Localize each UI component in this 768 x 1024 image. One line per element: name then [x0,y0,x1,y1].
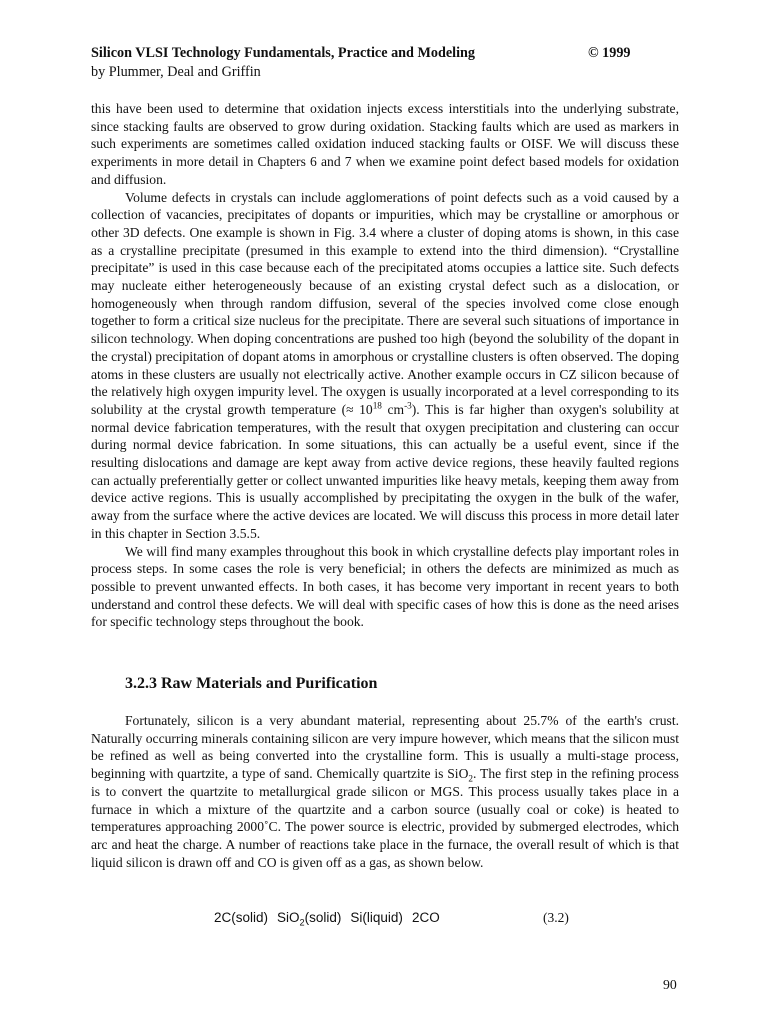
section-heading: 3.2.3 Raw Materials and Purification [125,675,378,692]
copyright-notice: © 1999 [588,45,631,61]
equation-term-co: 2CO [411,910,440,925]
page-number: 90 [663,977,677,992]
equation-term-carbon: 2C(solid) [214,910,269,925]
section-text [91,712,679,871]
book-authors: by Plummer, Deal and Griffin [91,64,261,80]
paragraph-oxidation-faults: this have been used to determine that oxidation injects excess interstitials into the underlying substrate, since stacking faults are observed to grow during oxidation. Stacking faults which are used as markers in such experiments are sometimes called oxidation induced stacking faults or OISF. We will discuss these experiments in more detail in Chapters 6 and 7 when we examine point defect based models for oxidation and diffusion. [91,101,679,187]
equation-number: (3.2) [543,910,569,925]
paragraph-crystalline-defects-roles: We will find many examples throughout this book in which crystalline defects play important roles in process steps. In some cases the role is very beneficial; in others the defects are minimized as much as possible to prevent unwanted effects. In both cases, it has become very important in recent years to both understand and control these defects. We will deal with specific cases of how this is done as the need arises for specific technology steps throughout the book. [91,543,679,630]
body-text [91,100,679,631]
paragraph-volume-defects: Volume defects in crystals can include agglomerations of point defects such as a void caused by a collection of vacancies, precipitates of dopants or impurities, which may be crystalline or amorphous or other 3D defects. One example is shown in Fig. 3.4 where a cluster of doping atoms is shown, in this case as a crystalline precipitate (presumed in this example to extend into the third dimension). “Crystalline precipitate” is used in this case because each of the precipitated atoms occupies a lattice site. Such defects may nucleate either heterogeneously because of an existing crystal defect such as a dislocation, or homogeneously when through random diffusion, several of the species involved come close enough together to form a critical size nucleus for the precipitate. There are several such situations of importance in silicon technology. When doping concentrations are pushed too high (beyond the solubility of the dopant in the crystal) precipitation of dopant atoms in amorphous or crystalline clusters is often observed. The doping atoms in these clusters are usually not electrically active. Another example occurs in CZ silicon because of the relatively high oxygen impurity level. The oxygen is usually incorporated at a level corresponding to its solubility at the crystal growth temperature (≈ $10^{18}$ $cm^{-3}$). This is far higher than oxygen's solubility at normal device fabrication temperatures, with the result that oxygen precipitation and clustering can occur during normal device fabrication. In some situations, this can actually be a useful event, since if the resulting dislocations and damage are kept away from active device regions, these heavily faulted regions can actually preferentially getter or collect unwanted impurities like heavy metals, keeping them away from device active regions. This is usually accomplished by precipitating the oxygen in the bulk of the wafer, away from the surface where the active devices are located. We will discuss this process in more detail later in this chapter in Section 3.5.5. [91,189,680,541]
equation-term-silicon: Si(liquid) [350,910,403,925]
chemical-equation [214,909,449,927]
book-title: Silicon VLSI Technology Fundamentals, Practice and Modeling [91,45,476,61]
equation-term-silica: SiO$_2$(solid) [277,910,342,928]
page-header [91,44,651,82]
paragraph-raw-materials: Fortunately, silicon is a very abundant material, representing about 25.7% of the earth's crust. Naturally occurring minerals containing silicon are very impure however, which means that the silicon must be refined as well as being converted into the crystalline form. This is usually a multi-stage process, beginning with quartzite, a type of sand. Chemically quartzite is SiO$_2$. The first step in the refining process is to convert the quartzite to metallurgical grade silicon or MGS. This process usually takes place in a furnace in which a mixture of the quartzite and a carbon source (usually coal or coke) is heated to temperatures approaching 2000˚C. The power source is electric, provided by submerged electrodes, which arc and heat the charge. A number of reactions take place in the furnace, the overall result of which is that liquid silicon is drawn off and CO is given off as a gas, as shown below. [91,713,679,870]
